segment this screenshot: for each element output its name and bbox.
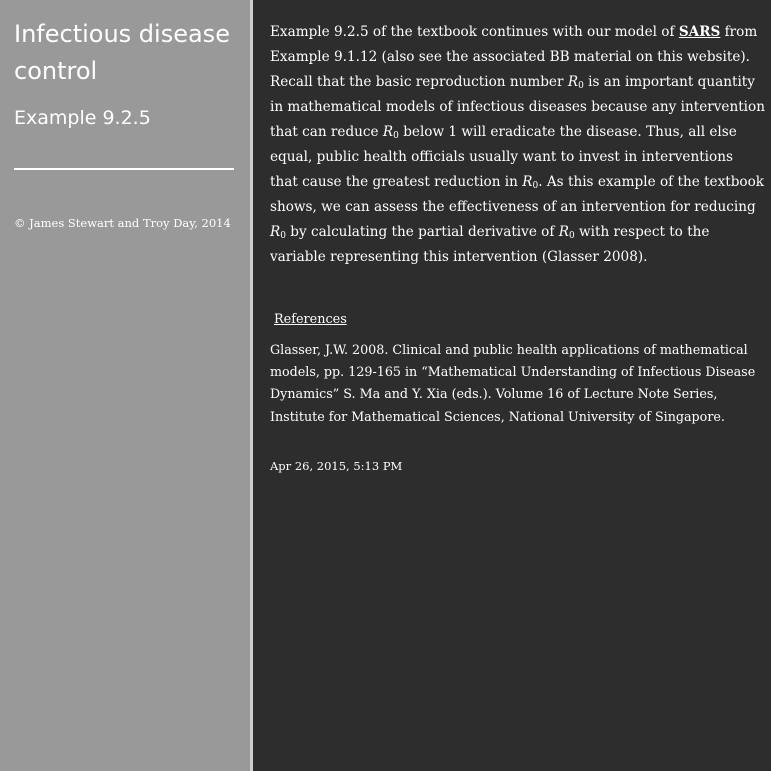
r0-symbol: $R_0$ [522, 174, 539, 191]
body-text-segment: Example 9.2.5 of the textbook continues with our model of [270, 24, 679, 40]
body-text-segment: . As this example of the textbook shows, we can assess the effectiveness of an intervention for reducing [270, 174, 765, 215]
r0-symbol: $R_0$ [382, 124, 399, 141]
body-text-segment: with respect to the variable representing this intervention (Glasser 2008). [270, 224, 710, 265]
reference-entry: Glasser, J.W. 2008. Clinical and public health applications of mathematical models, pp. 129-165 in “Mathematical Understanding of Infectious Disease Dynamics” S. Ma and Y. Xia (eds.). Volume 16 of Lecture Note Series, Institute for Mathematical Sciences, National University of Singapore. [270, 342, 756, 424]
page-subtitle: Example 9.2.5 [14, 107, 151, 129]
copyright-notice: © James Stewart and Troy Day, 2014 [14, 216, 231, 230]
sidebar [0, 0, 250, 771]
body-text-segment: below 1 will eradicate the disease. Thus, all else equal, public health officials usually want to invest in interventions that cause the greatest reduction in [270, 124, 737, 190]
sars-link[interactable]: SARS [678, 24, 721, 40]
body-paragraph [270, 20, 765, 270]
references-heading: References [274, 312, 347, 327]
r0-symbol: $R_0$ [270, 224, 286, 241]
r0-symbol: $R_0$ [558, 224, 575, 241]
body-text-segment: is an important quantity in mathematical models of infectious diseases because any intervention that can reduce [270, 74, 765, 140]
sidebar-divider [14, 168, 234, 170]
body-text-segment: by calculating the partial derivative of [285, 224, 559, 240]
body-text-segment: from Example 9.1.12 (also see the associated BB material on this website). Recall that the basic reproduction number [270, 24, 758, 90]
post-timestamp: Apr 26, 2015, 5:13 PM [270, 459, 403, 473]
site-title: Infectious disease control [14, 20, 230, 85]
main-content [253, 0, 771, 771]
r0-symbol: $R_0$ [567, 74, 584, 91]
